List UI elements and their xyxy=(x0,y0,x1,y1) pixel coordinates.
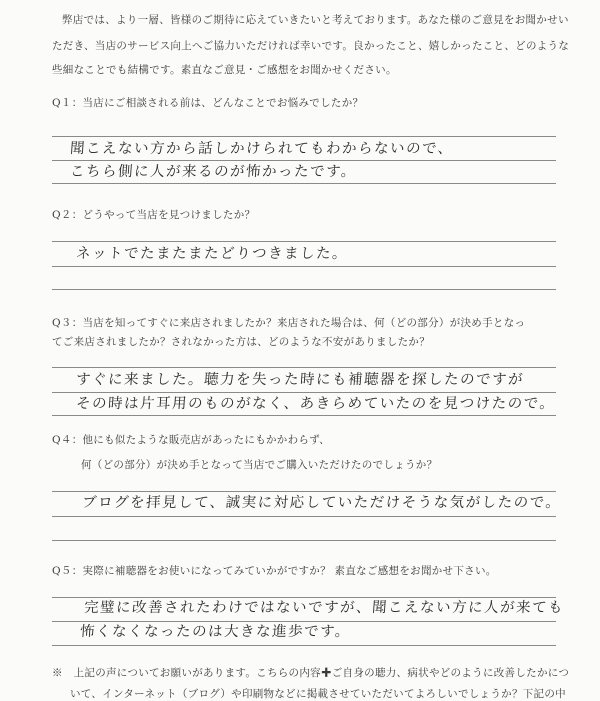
handwritten-answer: 聞こえない方から話しかけられてもわからないので、 xyxy=(69,141,455,157)
answer-rule xyxy=(52,516,556,517)
handwritten-answer: すぐに来ました。聴力を失った時にも補聴器を探したのですが xyxy=(75,372,525,388)
question-text: てご来店されましたか？されなかった方は、どのような不安がありましたか？ xyxy=(52,336,430,348)
answer-rule xyxy=(52,136,556,137)
handwritten-answer: ネットでたまたまたどりつきました。 xyxy=(75,246,349,262)
answer-rule xyxy=(52,415,556,416)
answer-rule xyxy=(52,266,556,267)
answer-rule xyxy=(52,183,556,184)
question-text: Q５：実際に補聴器をお使いになってみていかがですか？ 素直なご感想をお聞かせ下さい。 xyxy=(52,565,497,577)
answer-rule xyxy=(52,367,556,368)
answer-rule xyxy=(52,289,556,290)
answer-rule xyxy=(52,540,556,541)
note-line: ※ 上記の声についてお願いがあります。こちらの内容✚ご自身の聴力、病状やどのように改善したかにつ xyxy=(52,667,570,679)
note-line: いて、インターネット（ブログ）や印刷物などに掲載させていただいてよろしいでしょうか？下記の中 xyxy=(70,688,566,700)
handwritten-answer: 完璧に改善されたわけではないですが、聞こえない方に人が来ても xyxy=(83,600,565,616)
intro-line: 些細なことでも結構です。素直なご意見・ご感想をお聞かせください。 xyxy=(52,64,397,76)
answer-rule xyxy=(52,491,556,492)
question-text: Q４：他にも似たような販売店があったにもかかわらず、 xyxy=(52,434,330,446)
intro-line: ただき、当店のサービス向上へご協力いただければ幸いです。良かったこと、嬉しかったこと、どのような xyxy=(52,40,570,52)
question-text: Q３：当店を知ってすぐに来店されましたか？来店された場合は、何（どの部分）が決め手となっ xyxy=(52,317,526,329)
handwritten-answer: ブログを拝見して、誠実に対応していただけそうな気がしたので。 xyxy=(81,495,562,511)
intro-line: 弊店では、より一層、皆様のご期待に応えていきたいと考えております。あなた様のご意見をお聞かせい xyxy=(62,14,569,26)
handwritten-answer: 怖くなくなったのは大きな進歩です。 xyxy=(79,624,352,640)
question-text: Q２：どうやって当店を見つけましたか？ xyxy=(52,209,256,221)
answer-rule xyxy=(52,160,556,161)
answer-rule xyxy=(52,645,556,646)
question-text: Q１：当店にご相談される前は、どんなことでお悩みでしたか？ xyxy=(52,97,364,109)
answer-rule xyxy=(52,621,556,622)
answer-rule xyxy=(52,241,556,242)
handwritten-answer: その時は片耳用のものがなく、あきらめていたのを見つけたので。 xyxy=(75,396,556,412)
answer-rule xyxy=(52,597,556,598)
answer-rule xyxy=(52,392,556,393)
handwritten-answer: こちら側に人が来るのが怖かったです。 xyxy=(69,164,358,180)
question-text: 何（どの部分）が決め手となって当店でご購入いただけたのでしょうか？ xyxy=(81,459,438,471)
